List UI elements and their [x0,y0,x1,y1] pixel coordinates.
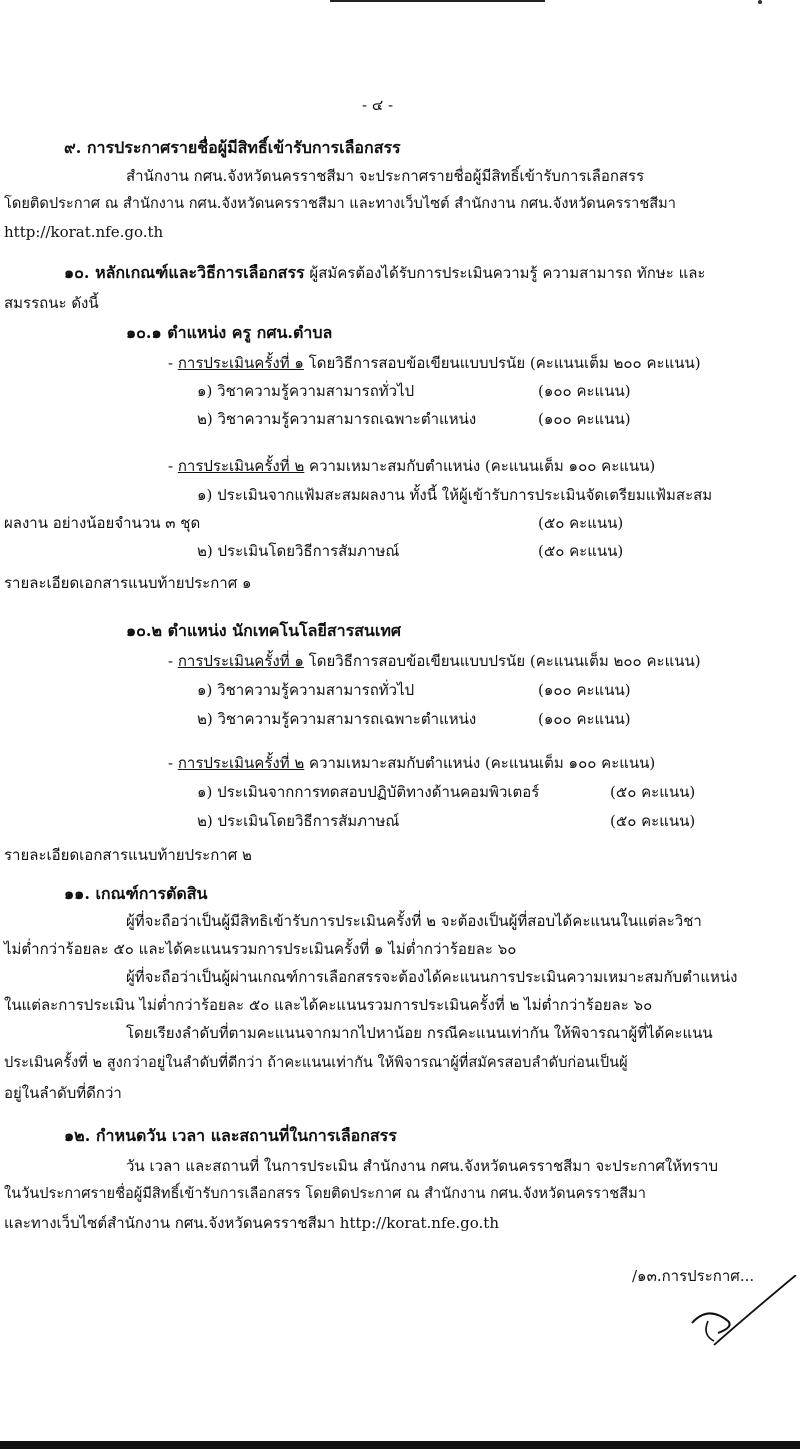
subject-points: (๑๐๐ คะแนน) [538,410,631,428]
evaluation-item: ๑) ประเมินจากการทดสอบปฏิบัติทางด้านคอมพิวเตอร์ [197,783,540,801]
section-12-line: และทางเว็บไซต์สำนักงาน กศน.จังหวัดนครราชสีมา http://korat.nfe.go.th [4,1214,499,1232]
section-11-line: อยู่ในลำดับที่ดีกว่า [4,1084,122,1102]
dash: - [168,652,178,670]
dash: - [168,457,178,475]
evaluation-points: (๕๐ คะแนน) [610,783,696,801]
subject-item: ๒) วิชาความรู้ความสามารถเฉพาะตำแหน่ง [197,410,477,428]
section-9-heading: ๙. การประกาศรายชื่อผู้มีสิทธิ์เข้ารับการเลือกสรร [64,138,401,157]
section-11-line: ประเมินครั้งที่ ๒ สูงกว่าอยู่ในลำดับที่ดีกว่า ถ้าคะแนนเท่ากัน ให้พิจารณาผู้ที่สมัครสอบลำดับก่อนเป็นผู้ [4,1054,628,1071]
section-11-line: ไม่ต่ำกว่าร้อยละ ๕๐ และได้คะแนนรวมการประเมินครั้งที่ ๑ ไม่ต่ำกว่าร้อยละ ๖๐ [4,940,517,958]
subject-points: (๑๐๐ คะแนน) [538,681,631,699]
attachment-note: รายละเอียดเอกสารแนบท้ายประกาศ ๑ [4,574,252,592]
section-10-line: สมรรถนะ ดังนี้ [4,294,99,312]
section-12-heading: ๑๒. กำหนดวัน เวลา และสถานที่ในการเลือกสรร [64,1126,397,1145]
evaluation-points: (๕๐ คะแนน) [538,514,624,532]
subject-item: ๑) วิชาความรู้ความสามารถทั่วไป [197,382,415,400]
subject-item: ๑) วิชาความรู้ความสามารถทั่วไป [197,681,415,699]
subject-points: (๑๐๐ คะแนน) [538,710,631,728]
evaluation-item: ๒) ประเมินโดยวิธีการสัมภาษณ์ [197,542,400,560]
evaluation-points: (๕๐ คะแนน) [610,812,696,830]
dash: - [168,754,178,772]
section-10-heading-line [64,262,706,284]
assessment-label: การประเมินครั้งที่ ๒ [177,754,305,772]
assessment-round-1 [168,650,701,672]
assessment-label: การประเมินครั้งที่ ๒ [177,457,305,475]
assessment-round-2 [168,752,655,774]
dash: - [168,354,178,372]
section-10-heading-rest: ผู้สมัครต้องได้รับการประเมินความรู้ ความสามารถ ทักษะ และ [304,264,706,282]
evaluation-points: (๕๐ คะแนน) [538,542,624,560]
evaluation-item: ๑) ประเมินจากแฟ้มสะสมผลงาน ทั้งนี้ ให้ผู้เข้ารับการประเมินจัดเตรียมแฟ้มสะสม [197,486,713,504]
subsection-10-2-title: ๑๐.๒ ตำแหน่ง นักเทคโนโลยีสารสนเทศ [126,621,402,640]
assessment-label: การประเมินครั้งที่ ๑ [177,652,304,670]
page-number: - ๔ - [362,96,394,114]
assessment-round-2 [168,455,655,477]
continuation-marker: /๑๓.การประกาศ... [632,1267,755,1285]
assessment-desc: ความเหมาะสมกับตำแหน่ง (คะแนนเต็ม ๑๐๐ คะแนน) [304,754,656,772]
subsection-10-1-title: ๑๐.๑ ตำแหน่ง ครู กศน.ตำบล [126,323,333,342]
section-11-line: ในแต่ละการประเมิน ไม่ต่ำกว่าร้อยละ ๕๐ และได้คะแนนรวมการประเมินครั้งที่ ๒ ไม่ต่ำกว่าร้อยละ ๖๐ [4,996,653,1014]
signature-icon [688,1275,798,1385]
evaluation-item: ๒) ประเมินโดยวิธีการสัมภาษณ์ [197,812,400,830]
section-12-line: ในวันประกาศรายชื่อผู้มีสิทธิ์เข้ารับการเลือกสรร โดยติดประกาศ ณ สำนักงาน กศน.จังหวัดนครราชสีมา [4,1185,646,1202]
top-mark [758,0,762,4]
subject-points: (๑๐๐ คะแนน) [538,382,631,400]
section-9-url: http://korat.nfe.go.th [4,223,164,241]
section-9-line: สำนักงาน กศน.จังหวัดนครราชสีมา จะประกาศรายชื่อผู้มีสิทธิ์เข้ารับการเลือกสรร [126,167,645,185]
assessment-desc: โดยวิธีการสอบข้อเขียนแบบปรนัย (คะแนนเต็ม ๒๐๐ คะแนน) [303,354,701,372]
assessment-desc: โดยวิธีการสอบข้อเขียนแบบปรนัย (คะแนนเต็ม ๒๐๐ คะแนน) [303,652,701,670]
subject-item: ๒) วิชาความรู้ความสามารถเฉพาะตำแหน่ง [197,710,477,728]
section-11-line: ผู้ที่จะถือว่าเป็นผู้มีสิทธิเข้ารับการประเมินครั้งที่ ๒ จะต้องเป็นผู้ที่สอบได้คะแนนในแต่ละวิชา [126,912,702,930]
assessment-round-1 [168,352,701,374]
section-11-heading: ๑๑. เกณฑ์การตัดสิน [64,884,208,903]
evaluation-item-cont: ผลงาน อย่างน้อยจำนวน ๓ ชุด [4,514,201,532]
section-12-line: วัน เวลา และสถานที่ ในการประเมิน สำนักงาน กศน.จังหวัดนครราชสีมา จะประกาศให้ทราบ [126,1157,718,1175]
section-11-line: โดยเรียงลำดับที่ตามคะแนนจากมากไปหาน้อย กรณีคะแนนเท่ากัน ให้พิจารณาผู้ที่ได้คะแนน [126,1024,713,1042]
assessment-label: การประเมินครั้งที่ ๑ [177,354,304,372]
bottom-rule [0,1441,800,1449]
section-10-heading: ๑๐. หลักเกณฑ์และวิธีการเลือกสรร [64,263,305,282]
assessment-desc: ความเหมาะสมกับตำแหน่ง (คะแนนเต็ม ๑๐๐ คะแนน) [304,457,656,475]
section-9-line: โดยติดประกาศ ณ สำนักงาน กศน.จังหวัดนครราชสีมา และทางเว็บไซต์ สำนักงาน กศน.จังหวัดนครราชสีมา [4,195,676,212]
top-rule [330,0,545,2]
attachment-note: รายละเอียดเอกสารแนบท้ายประกาศ ๒ [4,846,252,864]
section-11-line: ผู้ที่จะถือว่าเป็นผู้ผ่านเกณฑ์การเลือกสรรจะต้องได้คะแนนการประเมินความเหมาะสมกับตำแหน่ง [126,968,738,986]
